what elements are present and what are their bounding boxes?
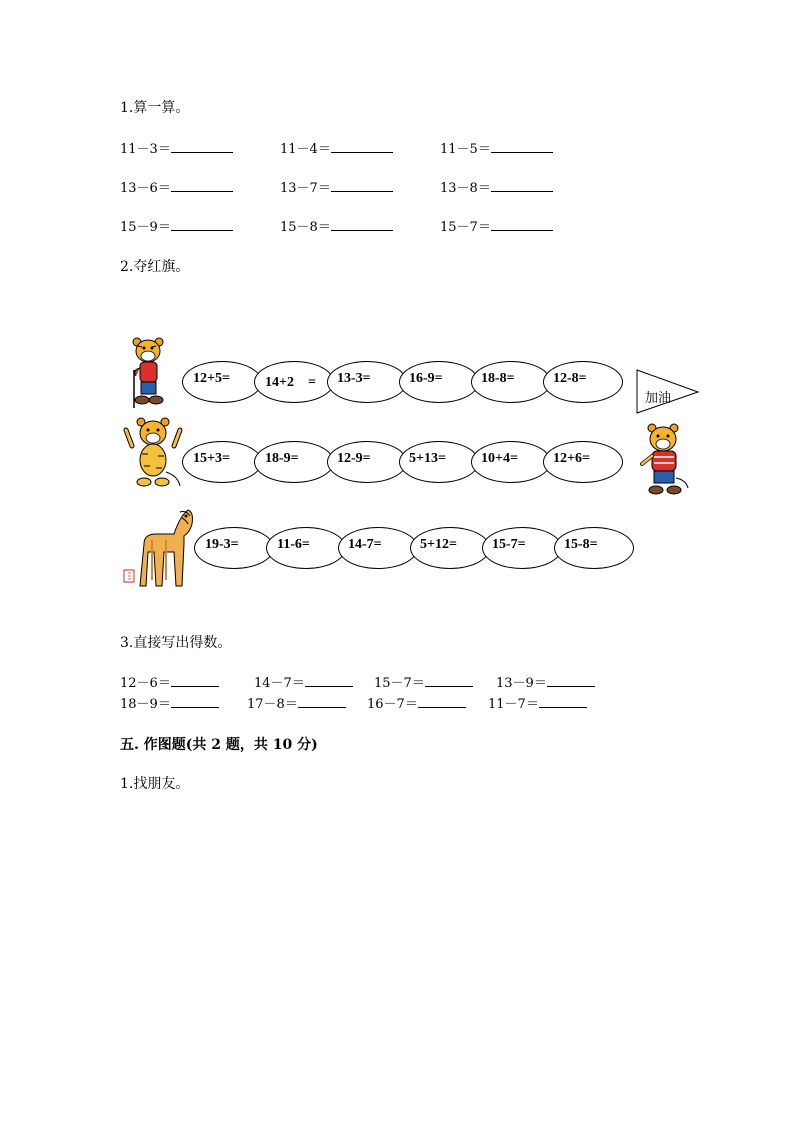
equation-text: 12+5= <box>193 371 230 386</box>
answer-blank[interactable] <box>298 695 346 708</box>
section5-title: 五. 作图题(共 2 题，共 10 分) <box>120 737 318 753</box>
answer-blank[interactable] <box>491 179 553 192</box>
s3-q-2-2: 17－8＝ <box>247 693 346 712</box>
equation-text: 19-3= <box>205 537 239 552</box>
answer-blank[interactable] <box>171 179 233 192</box>
equation-oval[interactable] <box>482 527 562 569</box>
equation-oval[interactable] <box>399 361 479 403</box>
equation-text: 12+6= <box>553 451 590 466</box>
equation-oval[interactable] <box>410 527 490 569</box>
equation-text: 16-9= <box>409 371 443 386</box>
answer-blank[interactable] <box>547 674 595 687</box>
tiger-flag-icon <box>638 420 694 500</box>
equation-oval[interactable] <box>543 441 623 483</box>
answer-blank[interactable] <box>539 695 587 708</box>
flag-label: 加油 <box>645 391 672 406</box>
s3-q-1-4: 13－9＝ <box>496 672 595 691</box>
answer-blank[interactable] <box>491 218 553 231</box>
answer-blank[interactable] <box>491 140 553 153</box>
horse-icon <box>122 504 196 590</box>
s1-q-3-3: 15－7＝ <box>440 216 553 235</box>
equation-oval[interactable] <box>471 441 551 483</box>
equation-text: 15-7= <box>492 537 526 552</box>
s3-q-1-1: 12－6＝ <box>120 672 219 691</box>
s3-q-2-1: 18－9＝ <box>120 693 219 712</box>
s3-q-1-3: 15－7＝ <box>374 672 473 691</box>
equation-oval[interactable] <box>194 527 274 569</box>
s3-q-2-3: 16－7＝ <box>367 693 466 712</box>
section2-title: 2.夺红旗。 <box>120 259 190 275</box>
section3-title: 3.直接写出得数。 <box>120 635 232 651</box>
equation-text: 14-7= <box>348 537 382 552</box>
equation-text: 13-3= <box>337 371 371 386</box>
answer-blank[interactable] <box>171 218 233 231</box>
equation-text: 14+2 = <box>265 375 316 390</box>
equation-oval[interactable] <box>338 527 418 569</box>
s1-q-2-3: 13－8＝ <box>440 177 553 196</box>
equation-oval[interactable] <box>254 361 334 403</box>
answer-blank[interactable] <box>331 179 393 192</box>
equation-oval[interactable] <box>254 441 334 483</box>
equation-oval[interactable] <box>266 527 346 569</box>
section1-title: 1.算一算。 <box>120 100 190 116</box>
s1-q-2-2: 13－7＝ <box>280 177 393 196</box>
equation-oval[interactable] <box>327 361 407 403</box>
tiger-cheering-icon <box>122 416 184 490</box>
section5-q1: 1.找朋友。 <box>120 776 190 792</box>
equation-text: 5+12= <box>420 537 457 552</box>
equation-oval[interactable] <box>182 441 262 483</box>
equation-text: 15+3= <box>193 451 230 466</box>
s1-q-2-1: 13－6＝ <box>120 177 233 196</box>
answer-blank[interactable] <box>331 218 393 231</box>
answer-blank[interactable] <box>425 674 473 687</box>
answer-blank[interactable] <box>418 695 466 708</box>
answer-blank[interactable] <box>171 695 219 708</box>
answer-blank[interactable] <box>171 674 219 687</box>
s3-q-1-2: 14－7＝ <box>254 672 353 691</box>
equation-text: 18-8= <box>481 371 515 386</box>
answer-blank[interactable] <box>305 674 353 687</box>
equation-text: 18-9= <box>265 451 299 466</box>
equation-oval[interactable] <box>182 361 262 403</box>
equation-text: 15-8= <box>564 537 598 552</box>
tiger-standing-icon <box>128 332 176 410</box>
answer-blank[interactable] <box>171 140 233 153</box>
equation-oval[interactable] <box>554 527 634 569</box>
s1-q-3-2: 15－8＝ <box>280 216 393 235</box>
equation-oval[interactable] <box>471 361 551 403</box>
s1-q-1-2: 11－4＝ <box>280 138 393 157</box>
equation-oval[interactable] <box>543 361 623 403</box>
s1-q-3-1: 15－9＝ <box>120 216 233 235</box>
equation-text: 12-8= <box>553 371 587 386</box>
s1-q-1-1: 11－3＝ <box>120 138 233 157</box>
s3-q-2-4: 11－7＝ <box>488 693 587 712</box>
equation-text: 5+13= <box>409 451 446 466</box>
answer-blank[interactable] <box>331 140 393 153</box>
equation-text: 12-9= <box>337 451 371 466</box>
equation-text: 10+4= <box>481 451 518 466</box>
s1-q-1-3: 11－5＝ <box>440 138 553 157</box>
equation-text: 11-6= <box>277 537 310 552</box>
equation-oval[interactable] <box>327 441 407 483</box>
equation-oval[interactable] <box>399 441 479 483</box>
